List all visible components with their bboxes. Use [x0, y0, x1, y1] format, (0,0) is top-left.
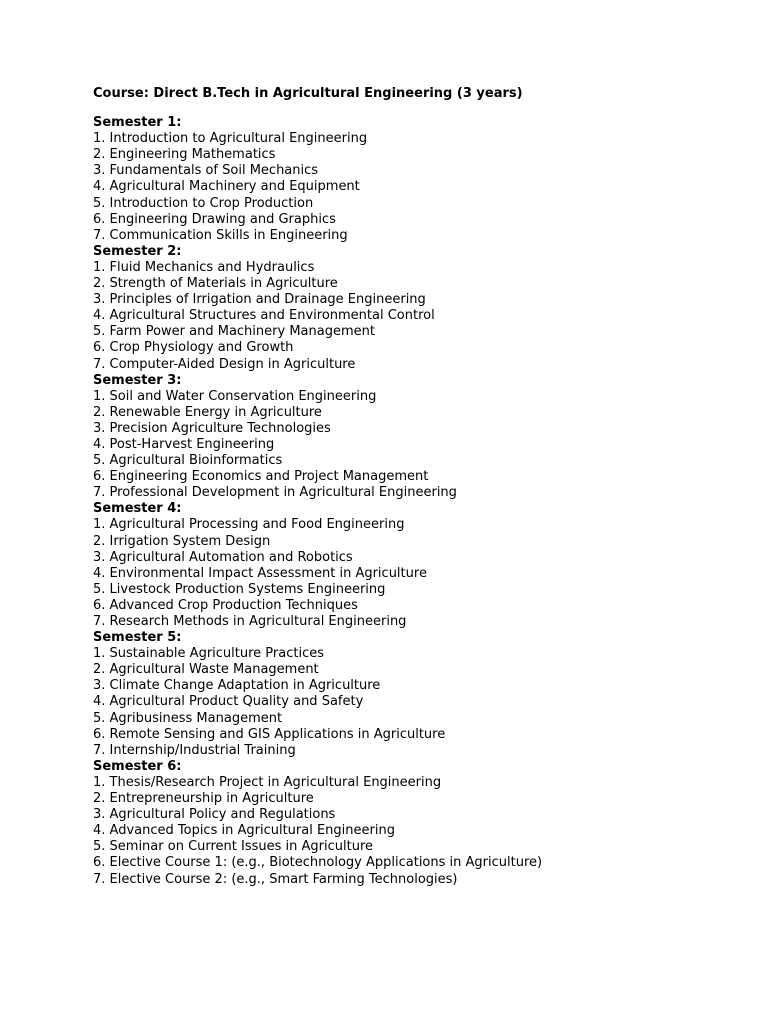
semester-section-5 — [93, 630, 733, 759]
course-item: 4. Advanced Topics in Agricultural Engineering — [93, 823, 395, 839]
course-item: 6. Advanced Crop Production Techniques — [93, 597, 358, 613]
course-item: 3. Agricultural Automation and Robotics — [93, 549, 353, 565]
course-item: 6. Elective Course 1: (e.g., Biotechnology Applications in Agriculture) — [93, 855, 543, 871]
course-item: 2. Strength of Materials in Agriculture — [93, 276, 338, 292]
semester-heading: Semester 4: — [93, 501, 182, 517]
course-item: 5. Agribusiness Management — [93, 710, 283, 726]
course-item: 7. Computer-Aided Design in Agriculture — [93, 356, 356, 372]
course-item: 3. Climate Change Adaptation in Agriculture — [93, 678, 381, 694]
semester-section-1 — [93, 115, 733, 244]
course-item: 7. Communication Skills in Engineering — [93, 227, 348, 243]
course-item: 5. Seminar on Current Issues in Agriculture — [93, 839, 374, 855]
course-item: 3. Principles of Irrigation and Drainage Engineering — [93, 292, 426, 308]
course-item: 6. Crop Physiology and Growth — [93, 340, 294, 356]
course-item: 1. Fluid Mechanics and Hydraulics — [93, 259, 315, 275]
document-body — [93, 86, 733, 888]
course-item: 5. Agricultural Bioinformatics — [93, 453, 283, 469]
course-item: 4. Agricultural Machinery and Equipment — [93, 179, 360, 195]
course-item: 1. Introduction to Agricultural Engineering — [93, 131, 368, 147]
course-item: 4. Agricultural Structures and Environmental Control — [93, 308, 435, 324]
course-item: 5. Livestock Production Systems Engineering — [93, 581, 386, 597]
course-item: 4. Post-Harvest Engineering — [93, 436, 275, 452]
course-item: 7. Internship/Industrial Training — [93, 742, 296, 758]
course-item: 5. Farm Power and Machinery Management — [93, 324, 375, 340]
course-item: 4. Agricultural Product Quality and Safety — [93, 694, 364, 710]
semester-heading: Semester 5: — [93, 630, 182, 646]
course-item: 3. Precision Agriculture Technologies — [93, 420, 331, 436]
course-item: 4. Environmental Impact Assessment in Agriculture — [93, 565, 427, 581]
semester-heading: Semester 6: — [93, 758, 182, 774]
course-item: 7. Professional Development in Agricultural Engineering — [93, 485, 457, 501]
course-item: 1. Soil and Water Conservation Engineering — [93, 388, 377, 404]
course-item: 6. Engineering Drawing and Graphics — [93, 211, 336, 227]
semester-section-2 — [93, 244, 733, 373]
semester-heading: Semester 3: — [93, 372, 182, 388]
course-item: 2. Irrigation System Design — [93, 533, 271, 549]
semester-section-4 — [93, 501, 733, 630]
semester-heading: Semester 2: — [93, 243, 182, 259]
course-item: 2. Agricultural Waste Management — [93, 662, 319, 678]
course-item: 1. Thesis/Research Project in Agricultural Engineering — [93, 774, 442, 790]
course-item: 7. Elective Course 2: (e.g., Smart Farming Technologies) — [93, 871, 458, 887]
course-item: 6. Remote Sensing and GIS Applications in Agriculture — [93, 726, 446, 742]
course-item: 3. Fundamentals of Soil Mechanics — [93, 163, 319, 179]
course-item: 2. Renewable Energy in Agriculture — [93, 404, 322, 420]
semester-section-3 — [93, 373, 733, 502]
course-item: 2. Entrepreneurship in Agriculture — [93, 791, 314, 807]
semester-section-6 — [93, 759, 733, 888]
course-item: 2. Engineering Mathematics — [93, 147, 276, 163]
document-title: Course: Direct B.Tech in Agricultural Engineering (3 years) — [93, 86, 523, 101]
course-item: 6. Engineering Economics and Project Management — [93, 469, 429, 485]
semester-heading: Semester 1: — [93, 115, 182, 131]
course-item: 5. Introduction to Crop Production — [93, 195, 314, 211]
semester-list — [93, 115, 733, 888]
course-item: 1. Agricultural Processing and Food Engineering — [93, 517, 405, 533]
course-item: 7. Research Methods in Agricultural Engineering — [93, 614, 407, 629]
course-item: 3. Agricultural Policy and Regulations — [93, 807, 336, 823]
course-item: 1. Sustainable Agriculture Practices — [93, 646, 324, 662]
